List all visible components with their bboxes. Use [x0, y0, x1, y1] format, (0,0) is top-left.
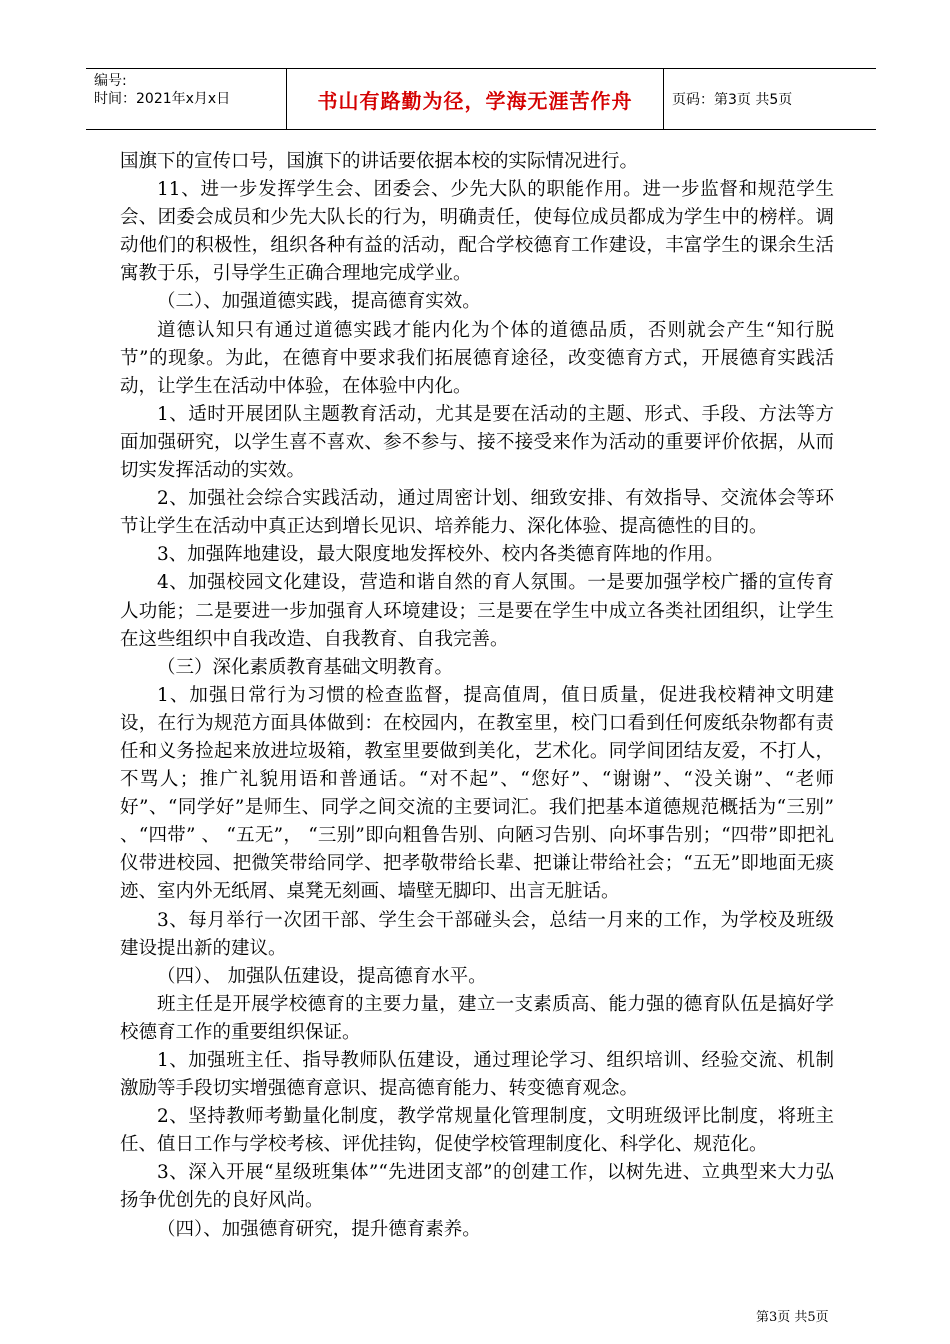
header-page-info: 页码：第3页 共5页	[672, 92, 793, 108]
paragraph: 4、加强校园文化建设，营造和谐自然的育人氛围。一是要加强学校广播的宣传育人功能；二是要进一步加强育人环境建设；三是要在学生中成立各类社团组织，让学生在这些组织中自我改造、自我教育、自我完善。	[120, 572, 834, 650]
paragraph: 1、加强日常行为习惯的检查监督，提高值周，值日质量，促进我校精神文明建设，在行为规范方面具体做到：在校园内，在教室里，校门口看到任何废纸杂物都有责任和义务捡起来放进垃圾箱，教室里要做到美化，艺术化。同学间团结友爱，不打人，不骂人；推广礼貌用语和普通话。“对不起”、“您好”、“谢谢”、“没关谢”、“老师好”、“同学好”是师生、同学之间交流的主要词汇。我们把基本道德规范概括为“三别” 、“四带” 、 “五无”， “三别”即向粗鲁告别、向陋习告别、向坏事告别；“四带”即把礼仪带进校园、把微笑带给同学、把孝敬带给长辈、把谦让带给社会；“五无”即地面无痰迹、室内外无纸屑、桌凳无刻画、墙壁无脚印、出言无脏话。	[120, 684, 834, 903]
paragraph: 道德认知只有通过道德实践才能内化为个体的道德品质，否则就会产生“知行脱节”的现象。为此，在德育中要求我们拓展德育途径，改变德育方式，开展德育实践活动，让学生在活动中体验，在体验中内化。	[120, 319, 834, 397]
paragraph: 2、坚持教师考勤量化制度，教学常规量化管理制度，文明班级评比制度，将班主任、值日工作与学校考核、评优挂钩，促使学校管理制度化、科学化、规范化。	[120, 1106, 834, 1156]
header-motto: 书山有路勤为径，学海无涯苦作舟	[286, 69, 664, 129]
page-header	[86, 68, 876, 130]
paragraph: （三）深化素质教育基础文明教育。	[157, 656, 454, 678]
paragraph: （二）、加强道德实践，提高德育实效。	[157, 291, 481, 313]
paragraph: 3、深入开展“星级班集体”“先进团支部”的创建工作，以树先进、立典型来大力弘扬争优创先的良好风尚。	[120, 1162, 834, 1212]
paragraph: 11、进一步发挥学生会、团委会、少先大队的职能作用。进一步监督和规范学生会、团委会成员和少先大队长的行为，明确责任，使每位成员都成为学生中的榜样。调动他们的积极性，组织各种有益的活动，配合学校德育工作建设，丰富学生的课余生活寓教于乐，引导学生正确合理地完成学业。	[120, 179, 834, 285]
paragraph: 班主任是开展学校德育的主要力量，建立一支素质高、能力强的德育队伍是搞好学校德育工作的重要组织保证。	[120, 993, 834, 1043]
document-body	[120, 148, 834, 1244]
header-meta	[86, 69, 286, 129]
paragraph: 1、加强班主任、指导教师队伍建设，通过理论学习、组织培训、经验交流、机制激励等手段切实增强德育意识、提高德育能力、转变德育观念。	[120, 1050, 834, 1100]
paragraph: 3、每月举行一次团干部、学生会干部碰头会，总结一月来的工作，为学校及班级建设提出新的建议。	[120, 909, 834, 959]
paragraph: 国旗下的宣传口号，国旗下的讲话要依据本校的实际情况进行。	[120, 151, 639, 172]
paragraph: 3、加强阵地建设，最大限度地发挥校外、校内各类德育阵地的作用。	[157, 544, 724, 566]
page-footer: 第3页 共5页	[756, 1310, 829, 1325]
date-label: 时间：2021年x月x日	[94, 91, 231, 107]
paragraph: 1、适时开展团队主题教育活动，尤其是要在活动的主题、形式、手段、方法等方面加强研究，以学生喜不喜欢、参不参与、接不接受来作为活动的重要评价依据，从而切实发挥活动的实效。	[120, 403, 834, 482]
paragraph: 2、加强社会综合实践活动，通过周密计划、细致安排、有效指导、交流体会等环节让学生在活动中真正达到增长见识、培养能力、深化体验、提高德性的目的。	[120, 488, 834, 538]
paragraph: （四）、加强德育研究，提升德育素养。	[157, 1218, 481, 1240]
serial-label: 编号:	[94, 73, 127, 89]
paragraph: （四）、 加强队伍建设，提高德育水平。	[157, 965, 487, 987]
